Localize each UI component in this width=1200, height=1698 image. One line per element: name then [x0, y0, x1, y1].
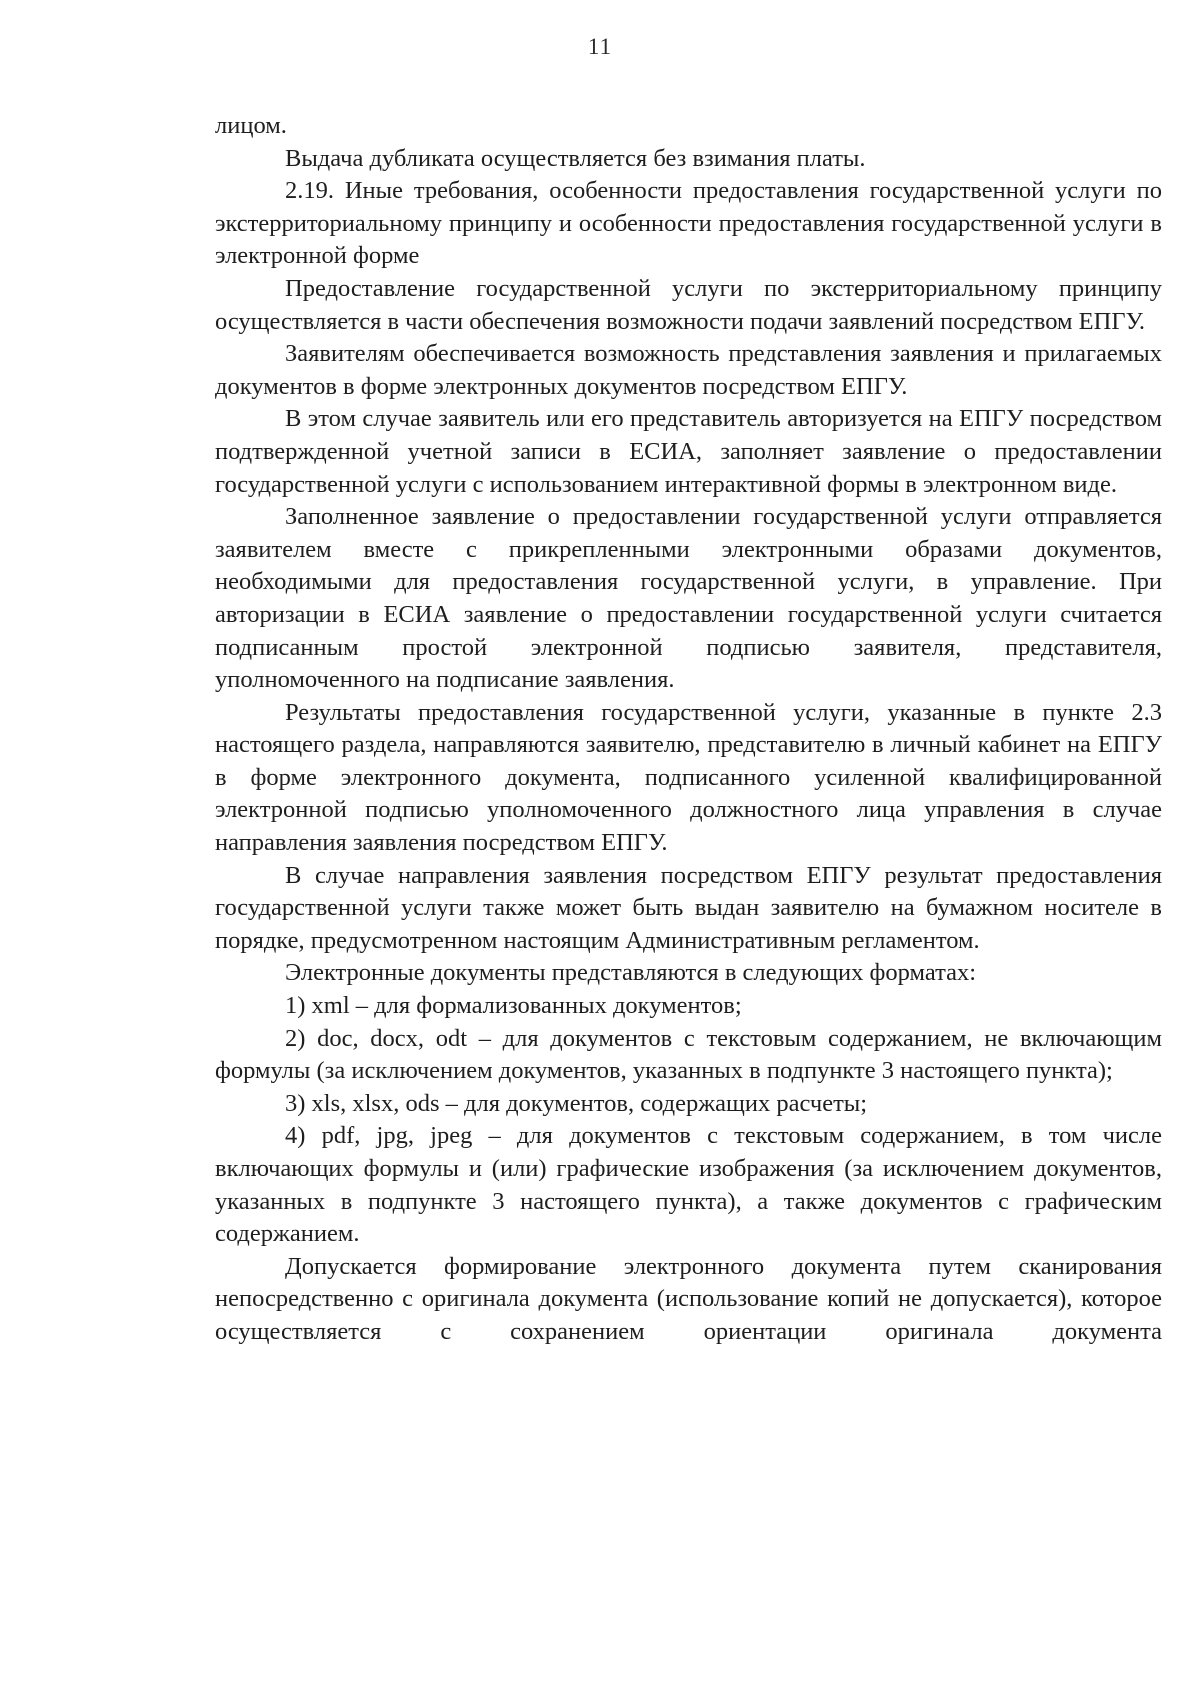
paragraph-authorization: В этом случае заявитель или его представитель авторизуется на ЕПГУ посредством подтвержденной учетной записи в ЕСИА, заполняет заявление о предоставлении государственной услуги с использованием интерактивной формы в электронном виде. [215, 405, 1162, 498]
paragraph-results: Результаты предоставления государственной услуги, указанные в пункте 2.3 настоящего раздела, направляются заявителю, представителю в личный кабинет на ЕПГУ в форме электронного документа, подписанного усиленной квалифицированной электронной подписью уполномоченного должностного лица управления в случае направления заявления посредством ЕПГУ. [215, 698, 1162, 857]
paragraph-formats-intro: Электронные документы представляются в следующих форматах: [285, 959, 977, 987]
paragraph-extraterritorial: Предоставление государственной услуги по экстерриториальному принципу осуществляется в части обеспечения возможности подачи заявлений посредством ЕПГУ. [215, 274, 1162, 335]
paragraph-completed-application: Заполненное заявление о предоставлении государственной услуги отправляется заявителем вместе с прикрепленными электронными образами документов, необходимыми для предоставления государственной услуги, в управление. При авторизации в ЕСИА заявление о предоставлении государственной услуги считается подписанным простой электронной подписью заявителя, представителя, уполномоченного на подписание заявления. [215, 503, 1162, 694]
list-item-xls: 3) xls, xlsx, ods – для документов, содержащих расчеты; [285, 1089, 868, 1117]
list-item-doc: 2) doc, docx, odt – для документов с текстовым содержанием, не включающим формулы (за исключением документов, указанных в подпункте 3 настоящего пункта); [215, 1024, 1162, 1085]
paragraph-electronic-submission: Заявителям обеспечивается возможность представления заявления и прилагаемых документов в форме электронных документов посредством ЕПГУ. [215, 340, 1162, 400]
page-number: 11 [587, 34, 613, 59]
document-body [215, 110, 1162, 1349]
list-item-pdf: 4) pdf, jpg, jpeg – для документов с текстовым содержанием, в том числе включающих формулы и (или) графические изображения (за исключением документов, указанных в подпункте 3 настоящего пункта), а также документов с графическим содержанием. [215, 1122, 1162, 1248]
paragraph-scanning: Допускается формирование электронного документа путем сканирования непосредственно с оригинала документа (использование копий не допускается), которое осуществляется с сохранением ориентации оригинала документа [215, 1252, 1162, 1345]
paragraph-continuation: лицом. [215, 112, 287, 139]
paragraph-section-2-19: 2.19. Иные требования, особенности предоставления государственной услуги по экстерриториальному принципу и особенности предоставления государственной услуги в электронной форме [215, 177, 1162, 270]
list-item-xml: 1) xml – для формализованных документов; [285, 992, 742, 1020]
paragraph-duplicate-fee: Выдача дубликата осуществляется без взимания платы. [285, 144, 866, 172]
paragraph-paper-result: В случае направления заявления посредством ЕПГУ результат предоставления государственной услуги также может быть выдан заявителю на бумажном носителе в порядке, предусмотренном настоящим Административным регламентом. [215, 861, 1162, 954]
